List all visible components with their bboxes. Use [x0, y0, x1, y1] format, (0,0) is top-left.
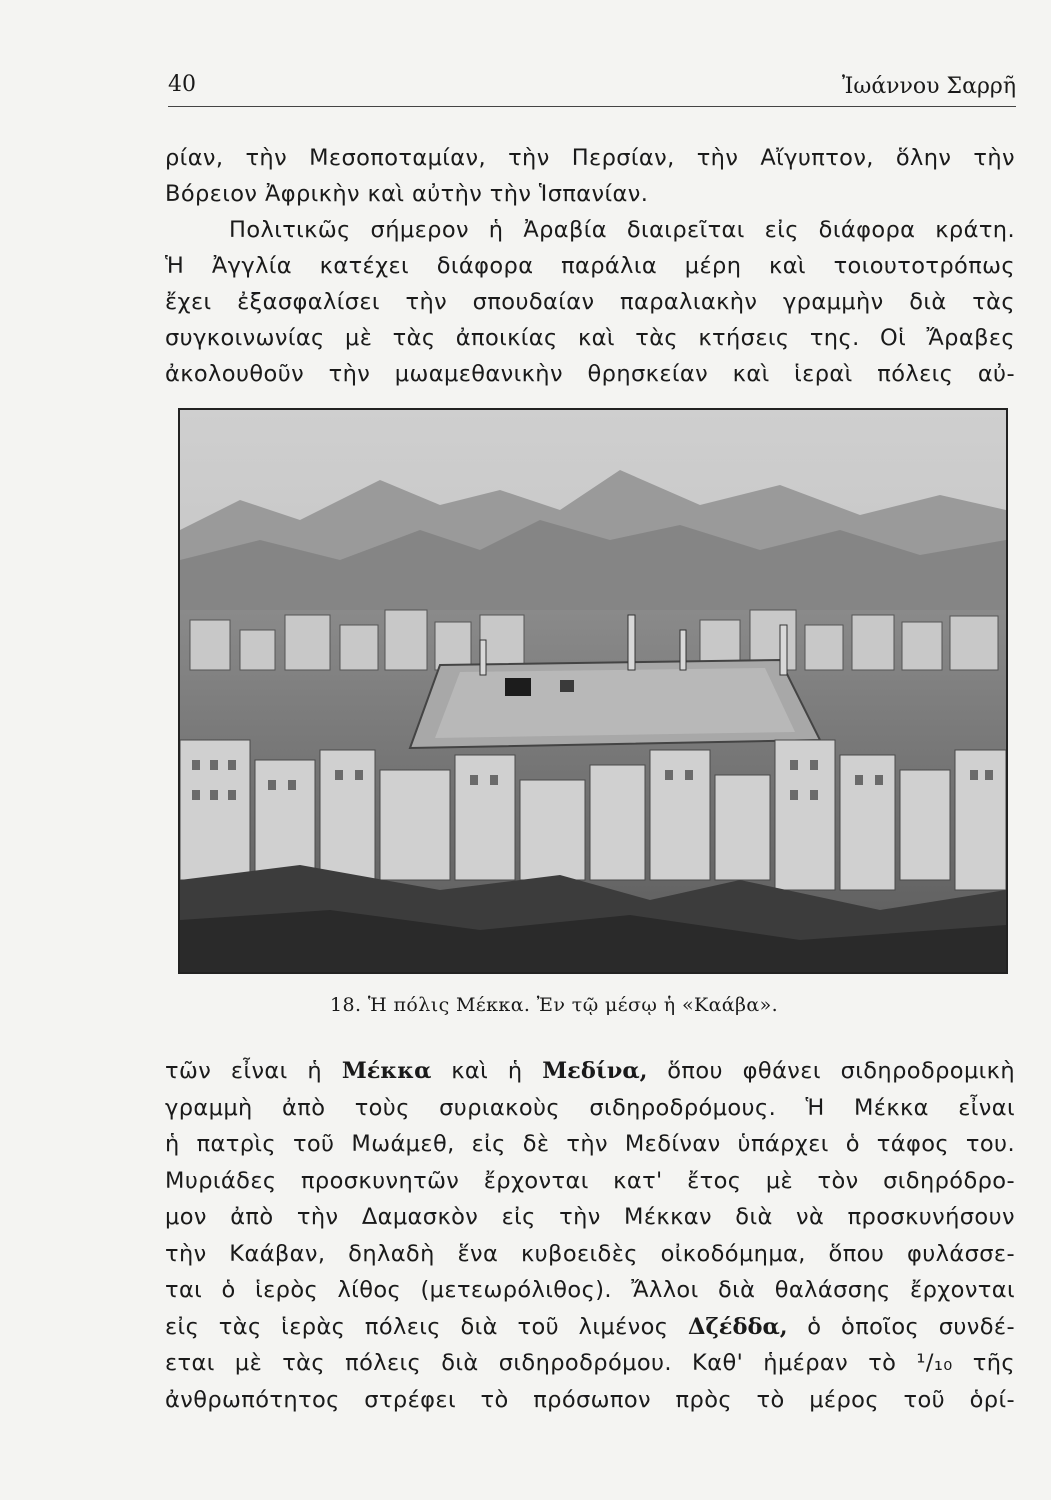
top-paragraph	[165, 140, 1015, 392]
text-line: ἡ πατρὶς τοῦ Μωάμεθ, εἰς δὲ τὴν Μεδίναν ὑπάρχει ὁ τάφος του.	[165, 1131, 1015, 1157]
running-head: Ἰωάννου Σαρρῆ	[841, 74, 1016, 99]
text-line: συγκοινωνίας μὲ τὰς ἀποικίας καὶ τὰς κτήσεις της. Οἱ Ἄραβες	[165, 325, 1015, 351]
mecca-city-illustration	[180, 410, 1006, 972]
text-line: ἀνθρωπότητος στρέφει τὸ πρόσωπον πρὸς τὸ μέρος τοῦ ὁρί-	[165, 1386, 1015, 1413]
text-line	[165, 1053, 1015, 1090]
text-segment: εἰς τὰς ἱερὰς πόλεις διὰ τοῦ λιμένος	[165, 1313, 689, 1340]
figure-caption: 18. Ἡ πόλις Μέκκα. Ἐν τῷ μέσῳ ἡ «Καάβα».	[330, 994, 779, 1016]
text-line: Πολιτικῶς σήμερον ἡ Ἀραβία διαιρεῖται εἰς διάφορα κράτη.	[229, 217, 1015, 243]
text-line: Βόρειον Ἀφρικὴν καὶ αὐτὴν τὴν Ἱσπανίαν.	[165, 181, 649, 207]
text-segment: καὶ ἡ	[431, 1058, 543, 1084]
city-name-mecca: Μέκκα	[341, 1058, 432, 1084]
text-line: Μυριάδες προσκυνητῶν ἔρχονται κατ' ἔτος μὲ τὸν σιδηρόδρο-	[165, 1167, 1015, 1194]
text-line: ται ὁ ἱερὸς λίθος (μετεωρόλιθος). Ἄλλοι διὰ θαλάσσης ἔρχονται	[165, 1277, 1015, 1303]
text-line: Ἡ Ἀγγλία κατέχει διάφορα παράλια μέρη καὶ τοιουτοτρόπως	[165, 253, 1015, 279]
text-line	[165, 1309, 1015, 1346]
text-line: ρίαν, τὴν Μεσοποταμίαν, τὴν Περσίαν, τὴν Αἴγυπτον, ὅλην τὴν	[165, 145, 1015, 171]
city-name-medina: Μεδίνα,	[542, 1058, 648, 1084]
kaaba-mark	[505, 678, 531, 696]
text-line: γραμμὴ ἀπὸ τοὺς συριακοὺς σιδηροδρόμους. Ἡ Μέκκα εἶναι	[165, 1094, 1015, 1121]
text-line: ἀκολουθοῦν τὴν μωαμεθανικὴν θρησκείαν καὶ ἱεραὶ πόλεις αὐ-	[165, 361, 1015, 387]
mecca-photograph	[178, 408, 1008, 974]
bottom-paragraph	[165, 1053, 1015, 1418]
text-segment: ὁ ὁποῖος συνδέ-	[787, 1313, 1015, 1340]
page-number: 40	[168, 72, 196, 97]
text-line: εται μὲ τὰς πόλεις διὰ σιδηροδρόμου. Καθ' ἡμέραν τὸ ¹/₁₀ τῆς	[165, 1350, 1015, 1376]
city-name-jeddah: Δζέδδα,	[688, 1313, 788, 1340]
text-line: ἔχει ἐξασφαλίσει τὴν σπουδαίαν παραλιακὴν γραμμὴν διὰ τὰς	[165, 289, 1015, 315]
text-segment: τῶν εἶναι ἡ	[165, 1058, 342, 1084]
text-line: τὴν Καάβαν, δηλαδὴ ἕνα κυβοειδὲς οἰκοδόμημα, ὅπου φυλάσσε-	[165, 1240, 1015, 1267]
page-header	[168, 66, 1016, 107]
text-segment: ὅπου φθάνει σιδηροδρομικὴ	[647, 1058, 1015, 1084]
text-line: μον ἀπὸ τὴν Δαμασκὸν εἰς τὴν Μέκκαν διὰ νὰ προσκυνήσουν	[165, 1204, 1015, 1230]
